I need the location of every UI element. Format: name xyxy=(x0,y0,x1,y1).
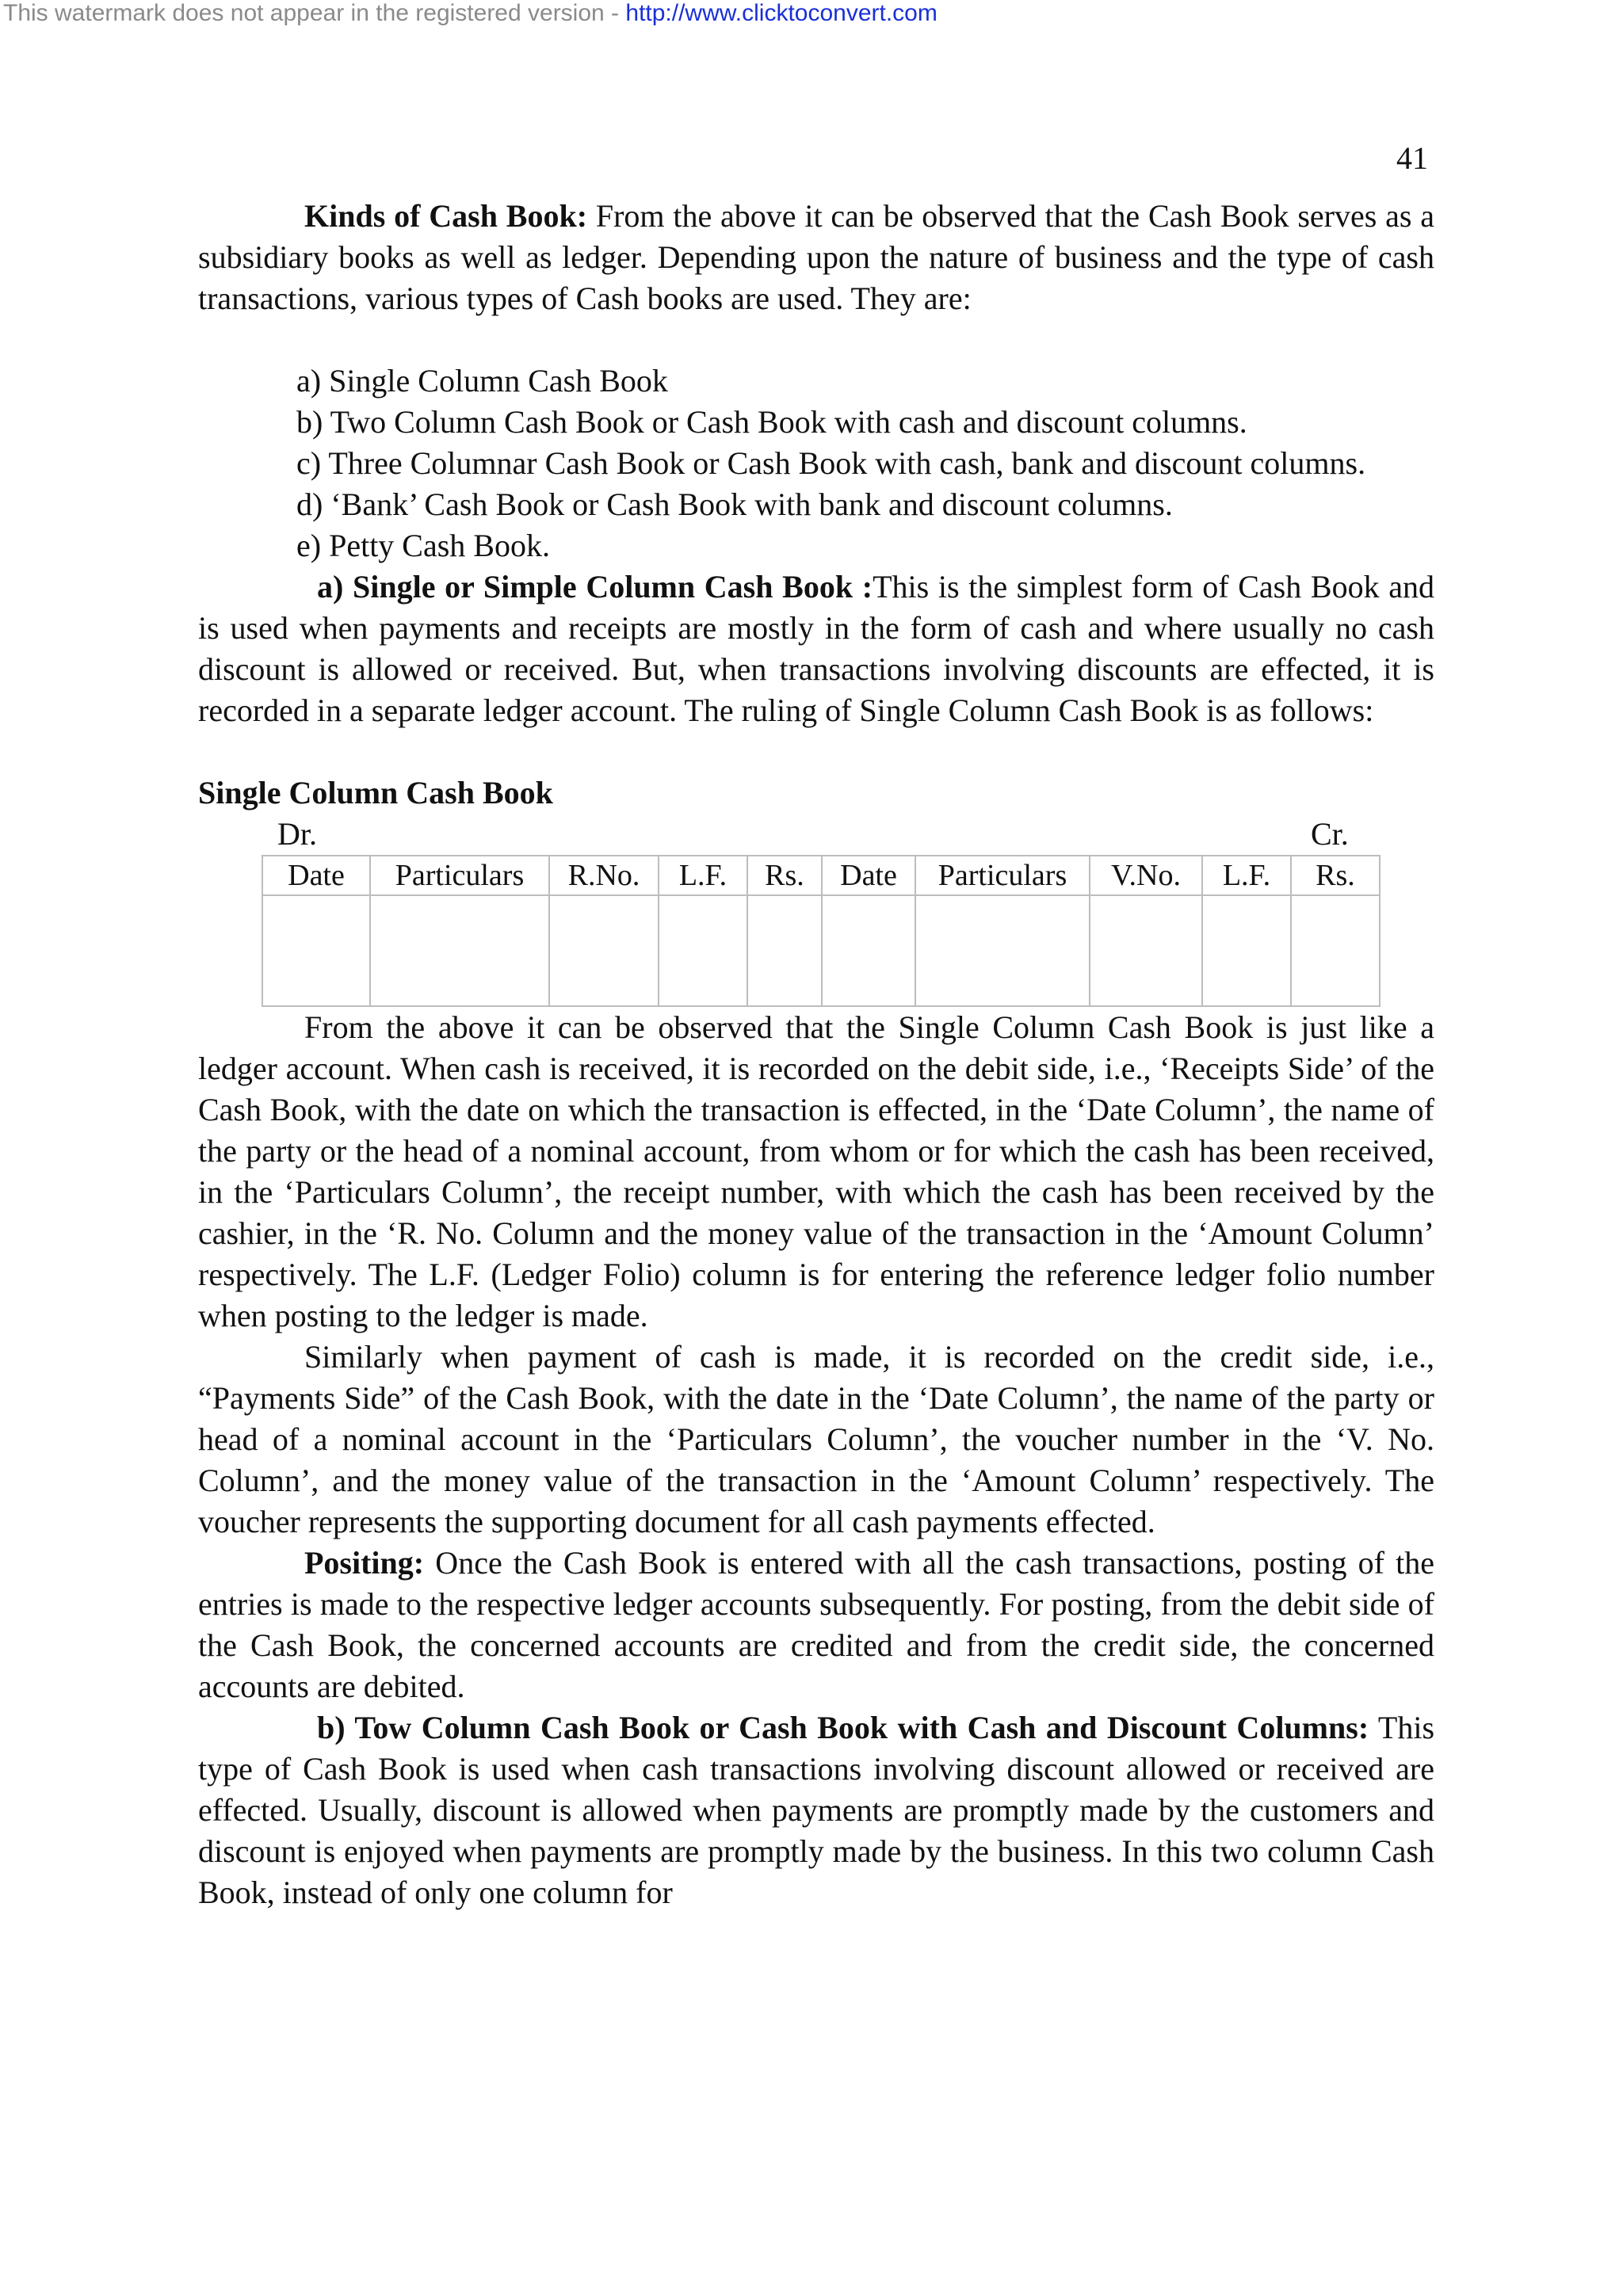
watermark-notice xyxy=(3,0,938,27)
section-b-text: This type of Cash Book is used when cash transactions involving discount allowed or received are effected. Usually, discount is allowed when payments are promptly made by the customers and discount is enjoyed when payments are promptly made by the business. In this two column Cash Book, instead of only one column for xyxy=(198,1710,1435,1910)
section-a-paragraph xyxy=(198,566,1434,731)
list-item: c) Three Columnar Cash Book or Cash Book with cash, bank and discount columns. xyxy=(296,445,1366,481)
section-b-lead: b) Tow Column Cash Book or Cash Book with Cash and Discount Columns: xyxy=(317,1710,1369,1745)
dr-cr-labels xyxy=(198,814,1434,855)
table-cell xyxy=(262,895,370,1006)
column-header: Rs. xyxy=(1291,856,1380,895)
section-a-text: This is the simplest form of Cash Book and is used when payments and receipts are mostly in the form of cash and where usually no cash discount is allowed or received. But, when transactions involving discounts are effected, it is recorded in a separate ledger account. The ruling of Single Column Cash Book is as follows: xyxy=(198,569,1434,728)
column-header: Particulars xyxy=(370,856,549,895)
column-header: L.F. xyxy=(659,856,747,895)
table-cell xyxy=(822,895,915,1006)
posting-paragraph xyxy=(198,1543,1434,1707)
paragraph-after-table: From the above it can be observed that the Single Column Cash Book is just like a ledger account. When cash is received, it is recorded on the debit side, i.e., ‘Receipts Side’ of the Cash Book, with the date on which the transaction is effected, in the ‘Date Column’, the name of the party or the head of a nominal account, from whom or for which the cash has been received, in the ‘Particulars Column’, the receipt number, with which the cash has been received by the cashier, in the ‘R. No. Column and the money value of the transaction in the ‘Amount Column’ respectively. The L.F. (Ledger Folio) column is for entering the reference ledger folio number when posting to the ledger is made. xyxy=(198,1009,1434,1333)
column-header: Date xyxy=(262,856,370,895)
table-cell xyxy=(747,895,822,1006)
column-header: L.F. xyxy=(1202,856,1291,895)
column-header: Particulars xyxy=(915,856,1090,895)
table-title: Single Column Cash Book xyxy=(198,775,553,810)
credit-label: Cr. xyxy=(1311,816,1349,852)
paragraph-payment: Similarly when payment of cash is made, it is recorded on the credit side, i.e., “Payments Side” of the Cash Book, with the date in the ‘Date Column’, the name of the party or head of a nominal account in the ‘Particulars Column’, the voucher number in the ‘V. No. Column’, and the money value of the transaction in the ‘Amount Column’ respectively. The voucher represents the supporting document for all cash payments effected. xyxy=(198,1339,1434,1539)
section-b-paragraph xyxy=(198,1707,1434,1913)
table-cell xyxy=(915,895,1090,1006)
list-item: d) ‘Bank’ Cash Book or Cash Book with bank and discount columns. xyxy=(296,486,1173,522)
column-header: Date xyxy=(822,856,915,895)
table-row xyxy=(262,895,1380,1006)
intro-text: From the above it can be observed that the Cash Book serves as a subsidiary books as well as ledger. Depending upon the nature of business and the type of cash transactions, various types of Cash books are used. They are: xyxy=(198,198,1434,316)
table-header-row xyxy=(262,856,1380,895)
intro-paragraph xyxy=(198,196,1434,319)
posting-text: Once the Cash Book is entered with all the cash transactions, posting of the entries is made to the respective ledger accounts subsequently. For posting, from the debit side of the Cash Book, the concerned accounts are credited and from the credit side, the concerned accounts are debited. xyxy=(198,1545,1434,1704)
document-body xyxy=(198,196,1434,1913)
spacer xyxy=(198,319,1434,360)
list-item: a) Single Column Cash Book xyxy=(296,363,668,399)
list-item: b) Two Column Cash Book or Cash Book with cash and discount columns. xyxy=(296,404,1247,440)
table-cell xyxy=(370,895,549,1006)
debit-label: Dr. xyxy=(277,816,317,852)
watermark-text: This watermark does not appear in the registered version - xyxy=(3,0,626,26)
column-header: R.No. xyxy=(549,856,659,895)
intro-lead: Kinds of Cash Book: xyxy=(304,198,588,234)
table-cell xyxy=(1090,895,1202,1006)
posting-lead: Positing: xyxy=(304,1545,425,1581)
single-column-cash-book-table xyxy=(262,855,1381,1007)
column-header: Rs. xyxy=(747,856,822,895)
list-item: e) Petty Cash Book. xyxy=(296,528,550,563)
watermark-link[interactable]: http://www.clicktoconvert.com xyxy=(625,0,938,26)
page-number: 41 xyxy=(1396,140,1428,176)
table-cell xyxy=(1291,895,1380,1006)
kinds-list xyxy=(198,360,1434,566)
column-header: V.No. xyxy=(1090,856,1202,895)
table-cell xyxy=(1202,895,1291,1006)
table-cell xyxy=(549,895,659,1006)
section-a-lead: a) Single or Simple Column Cash Book : xyxy=(317,569,873,605)
table-cell xyxy=(659,895,747,1006)
